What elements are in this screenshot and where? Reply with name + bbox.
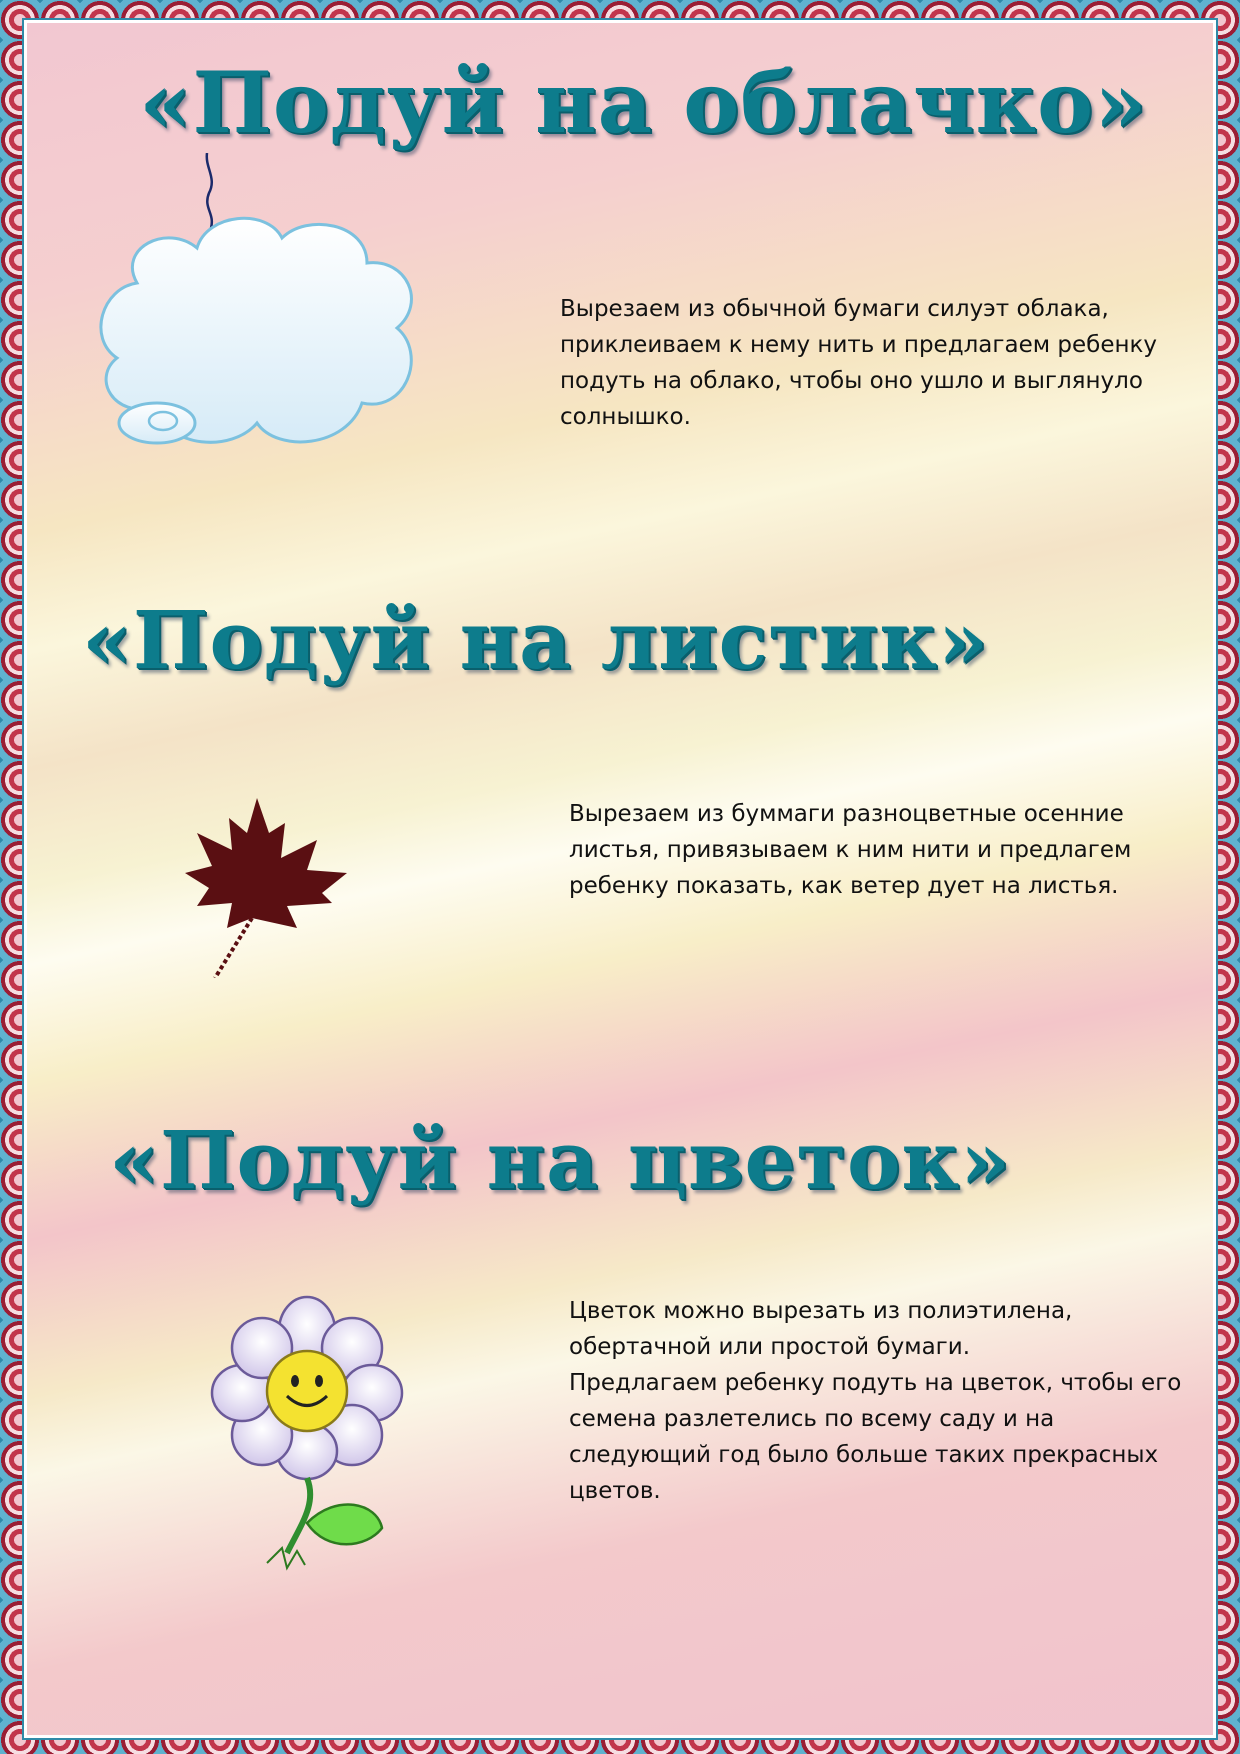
section-title-cloud: «Подуй на облачко» — [139, 53, 1148, 152]
section-description-flower — [569, 1293, 1199, 1509]
smiling-flower-icon — [207, 1293, 407, 1577]
description-line: листья, привязываем к ним нити и предлагем — [569, 837, 1132, 863]
description-line: цветов. — [569, 1478, 661, 1504]
cloud-icon — [77, 153, 457, 517]
description-line: Вырезаем из буммаги разноцветные осенние — [569, 801, 1124, 827]
description-line: приклеиваем к нему нить и предлагаем ребенку — [560, 332, 1158, 358]
description-line: обертачной или простой бумаги. — [569, 1334, 971, 1360]
section-title-leaf: «Подуй на листик» — [82, 593, 989, 687]
maple-leaf-icon — [157, 778, 357, 982]
description-line: ребенку показать, как ветер дует на листья. — [569, 873, 1119, 899]
description-line: семена разлетелись по всему саду и на — [569, 1406, 1055, 1432]
section-description-cloud — [560, 291, 1180, 435]
description-line: следующий год было больше таких прекрасных — [569, 1442, 1159, 1468]
section-title-flower: «Подуй на цветок» — [109, 1113, 1012, 1207]
description-line: подуть на облако, чтобы оно ушло и выглянуло — [560, 368, 1143, 394]
section-description-leaf — [569, 796, 1199, 904]
description-line: солнышко. — [560, 404, 691, 430]
poster-page — [24, 20, 1216, 1738]
description-line: Вырезаем из обычной бумаги силуэт облака, — [560, 296, 1109, 322]
description-line: Цветок можно вырезать из полиэтилена, — [569, 1298, 1073, 1324]
description-line: Предлагаем ребенку подуть на цветок, чтобы его — [569, 1370, 1182, 1396]
